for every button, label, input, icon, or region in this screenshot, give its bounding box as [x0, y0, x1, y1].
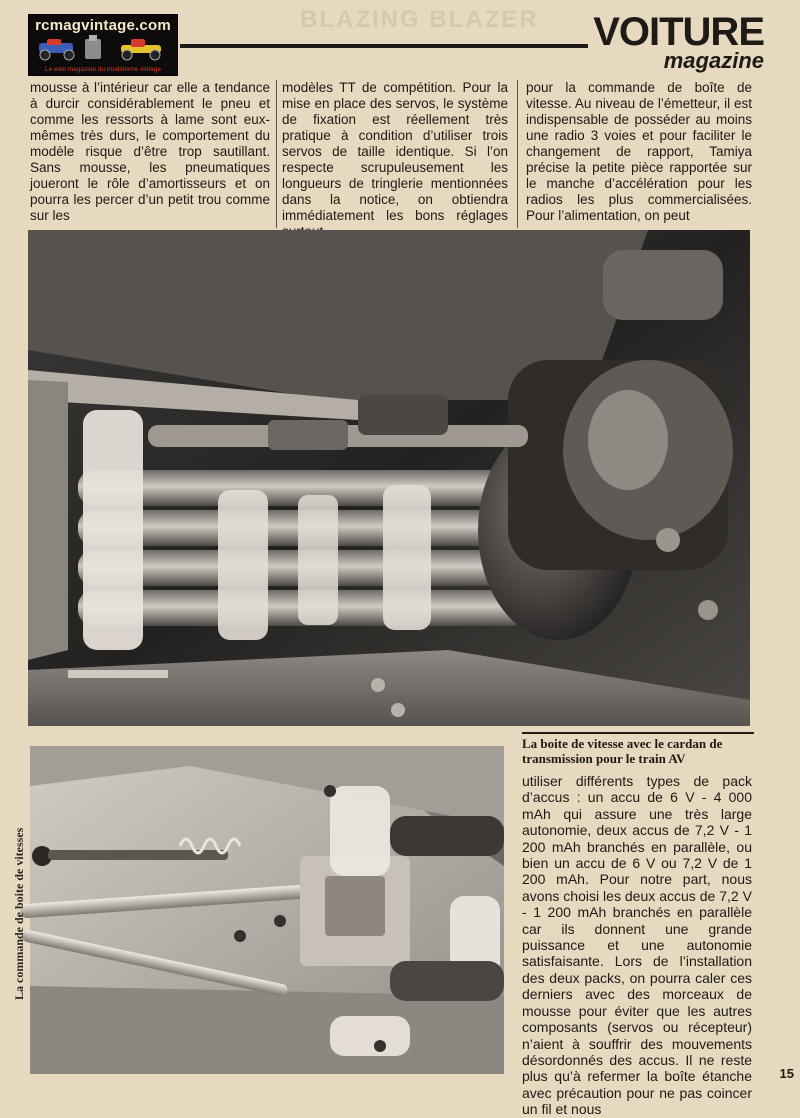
masthead-voiture: VOITURE — [593, 10, 764, 54]
column-divider — [517, 80, 518, 228]
gearbox-photo — [28, 230, 750, 726]
bleed-through-title: BLAZING BLAZER — [300, 6, 539, 33]
site-logo[interactable] — [28, 14, 178, 76]
text-column-1: mousse à l’intérieur car elle a tendance à durcir considérablement le pneu et comme les ressorts à lame sont eux-mêmes très durs, le comportement du modèle risque d’être trop sautillant. Sans mousse, les pneumatiques joueront le rôle d’amortisseurs et on pourra les percer d’un petit trou comme sur les — [30, 80, 270, 223]
header-rule — [180, 44, 588, 48]
text-column-2: modèles TT de compétition. Pour la mise en place des servos, le système de fixation est réellement très pratique à condition d’utiliser trois servos de taille identique. Si l’on respecte scrupuleusement les longueurs de tringlerie mentionnées dans la notice, on obtiendra immédiatement les bons réglages — [282, 80, 508, 223]
masthead-magazine: magazine — [663, 48, 764, 73]
logo-tagline: Le web magazine du modélisme vintage — [45, 66, 161, 73]
gear-shift-photo — [30, 746, 504, 1074]
rc-car-logo-icon — [33, 35, 173, 63]
gearbox-photo-caption: La boite de vitesse avec le cardan de transmission pour le train AV — [522, 736, 723, 766]
caption-rule — [522, 732, 754, 734]
gear-shift-image — [30, 746, 504, 1074]
text-column-3: pour la commande de boîte de vitesse. Au niveau de l’émetteur, il est indispensable de posséder au moins une radio 3 voies et pour faciliter le changement de rapport, Tamiya précise la petite pièce rapportée sur le manche d’accélération pour les radios les plus commercialisées. Pour l’alimentation, on peut — [526, 80, 752, 223]
magazine-masthead — [593, 12, 764, 72]
gearbox-image — [28, 230, 750, 726]
gear-shift-photo-caption: La commande de boite de vitesses — [12, 827, 26, 1000]
logo-name: rcmagvintage.com — [35, 17, 171, 34]
column-divider — [276, 80, 277, 228]
page-number: 15 — [779, 1066, 794, 1081]
text-column-4: utiliser différents types de pack d’accus : un accu de 6 V - 4 000 mAh qui assure une très large autonomie, deux accus de 7,2 V - 1 200 mAh branchés en parallèle, ou bien un accu de 6 V ou 7,2 V de 1 200 mAh. Pour notre part, nous avons choisi les deux accus de 7,2 V - 1 200 mAh branchés en parallèle car ils donnent une grande puissance et une autonomie satisfaisante. Lors de l’installation des deux packs, on pourra caler ces derniers avec des morceaux de mousse pour éviter que les autres composants (servos ou récepteur) n’aient à souffrir des mouvements désordonnés des accus. Il ne reste plus qu’à refermer la boîte étanche avec précaution pour ne pas coincer un fil et nous — [522, 773, 752, 1118]
